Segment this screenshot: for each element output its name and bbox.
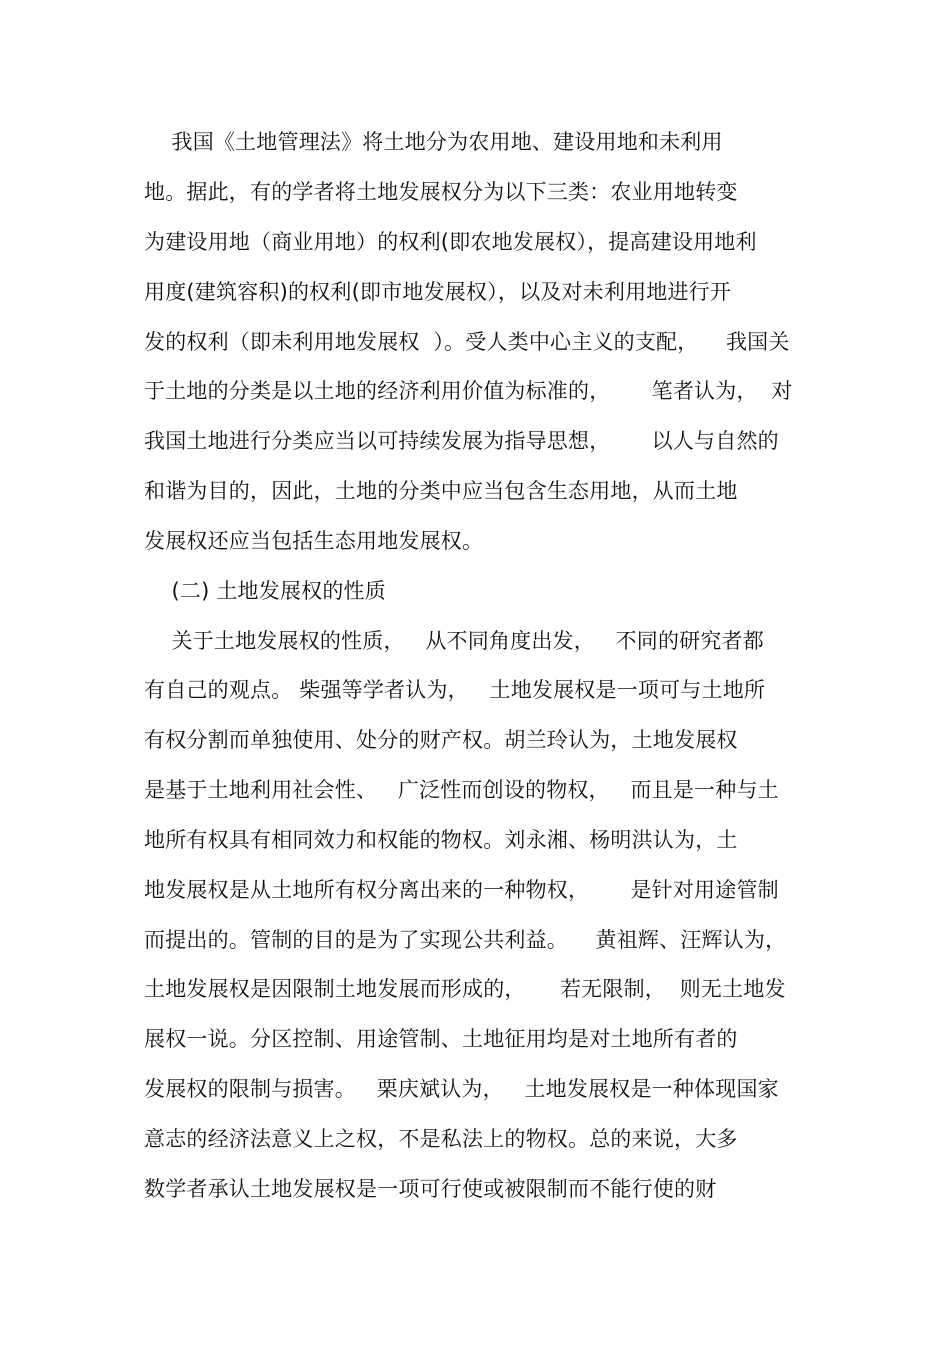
text-line: 于土地的分类是以土地的经济利用价值为标准的， 笔者认为， 对 [144,379,793,403]
text-line: 发的权利（即未利用地发展权 ）。受人类中心主义的支配， 我国关 [144,330,790,354]
text-line: 有权分割而单独使用、处分的财产权。胡兰玲认为，土地发展权 [144,728,738,752]
text-line: 土地发展权是因限制土地发展而形成的， 若无限制， 则无土地发 [144,977,786,1001]
text-line: 地所有权具有相同效力和权能的物权。刘永湘、杨明洪认为，土 [144,828,738,852]
text-line: 地。据此，有的学者将土地发展权分为以下三类：农业用地转变 [144,180,738,204]
text-line: 而提出的。管制的目的是为了实现公共利益。 黄祖辉、汪辉认为， [144,928,787,952]
text-line: 和谐为目的，因此，土地的分类中应当包含生态用地，从而土地 [144,479,738,503]
section-heading: (二) 土地发展权的性质 [144,579,386,603]
text-line: 用度(建筑容积)的权利(即市地发展权），以及对未利用地进行开 [144,280,732,304]
text-line: 发展权还应当包括生态用地发展权。 [144,529,484,553]
text-line: 发展权的限制与损害。 栗庆斌认为， 土地发展权是一种体现国家 [144,1077,779,1101]
text-line: 关于土地发展权的性质， 从不同角度出发， 不同的研究者都 [144,629,764,653]
text-line: 是基于土地利用社会性、 广泛性而创设的物权， 而且是一种与土 [144,778,779,802]
text-line: 展权一说。分区控制、用途管制、土地征用均是对土地所有者的 [144,1027,738,1051]
text-line: 我国《土地管理法》将土地分为农用地、建设用地和未利用 [144,130,723,154]
text-line: 为建设用地（商业用地）的权利(即农地发展权），提高建设用地利 [144,230,757,254]
text-line: 我国土地进行分类应当以可持续发展为指导思想， 以人与自然的 [144,429,779,453]
text-line: 数学者承认土地发展权是一项可行使或被限制而不能行使的财 [144,1177,717,1201]
text-line: 地发展权是从土地所有权分离出来的一种物权， 是针对用途管制 [144,878,779,902]
text-line: 有自己的观点。 柴强等学者认为， 土地发展权是一项可与土地所 [144,678,766,702]
text-line: 意志的经济法意义上之权，不是私法上的物权。总的来说，大多 [144,1127,738,1151]
